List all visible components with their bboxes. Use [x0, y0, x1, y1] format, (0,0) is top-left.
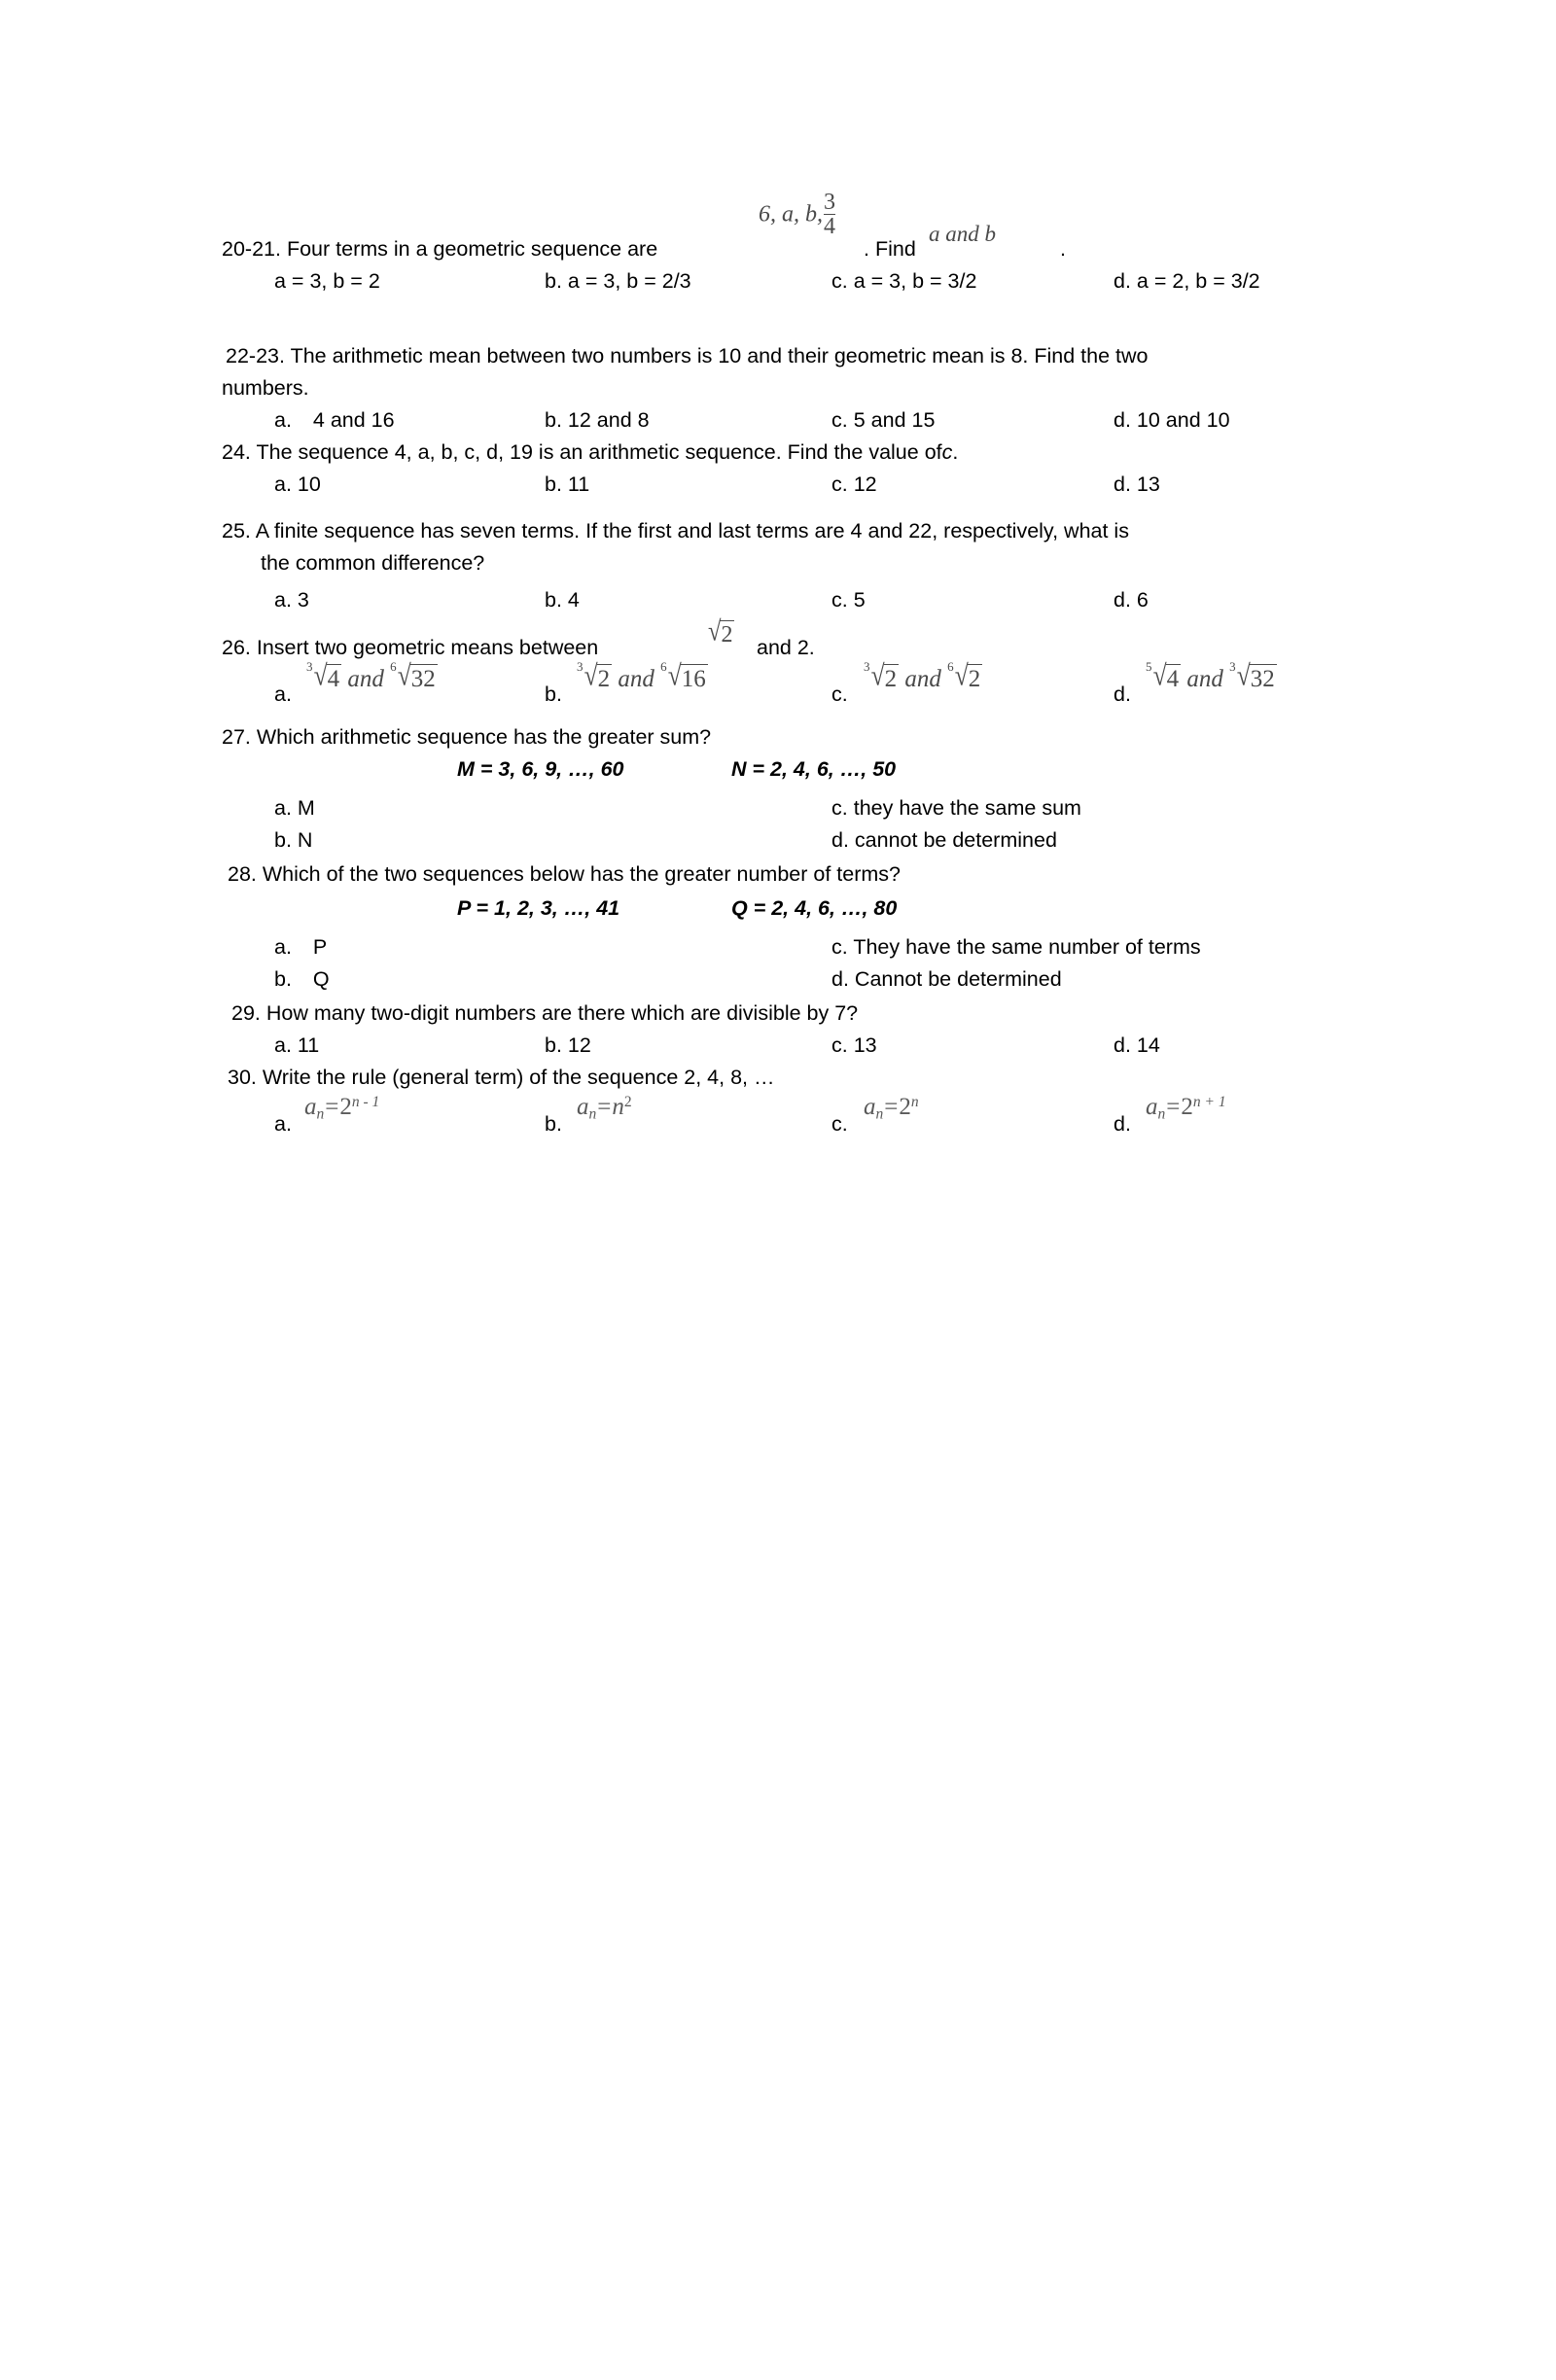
radicand: 32 [1250, 666, 1275, 692]
radical-1 [577, 658, 612, 693]
formula-variable: a [304, 1094, 317, 1121]
question-28-sequence-p [457, 892, 619, 925]
formula-base: 2 [899, 1094, 911, 1121]
question-20-21-option-c[interactable] [831, 265, 976, 298]
question-24-option-d[interactable] [1114, 469, 1160, 501]
radical-sign: √ [1236, 658, 1251, 692]
question-26-option-b-math [577, 658, 708, 693]
option-text: 12 [853, 472, 877, 496]
question-30-stem [228, 1062, 775, 1094]
option-text: P [312, 935, 328, 959]
radical-sign: √ [667, 658, 682, 692]
radical-index: 3 [577, 659, 584, 675]
radical-joiner: and [1186, 666, 1223, 692]
option-text: 6 [1136, 588, 1149, 612]
question-24-option-a[interactable] [274, 469, 321, 501]
option-text: cannot be determined [854, 828, 1057, 852]
question-26-text: Insert two geometric means between [256, 636, 599, 659]
question-29-option-a[interactable] [274, 1030, 319, 1062]
option-letter: b. [545, 1033, 562, 1057]
option-letter: a. [274, 796, 292, 820]
radicand: 2 [597, 666, 611, 692]
question-22-23-option-b[interactable] [545, 404, 650, 437]
question-26-text-after: and 2. [757, 636, 815, 659]
question-25-text-line2: the common difference? [261, 551, 485, 575]
question-29-text: How many two-digit numbers are there which are divisible by 7? [265, 1001, 859, 1025]
option-letter: b. [545, 472, 562, 496]
radicand: 4 [1166, 666, 1180, 692]
formula-subscript: n [1157, 1105, 1166, 1123]
option-text: 4 and 16 [312, 408, 395, 432]
question-22-23-stem-line2 [222, 372, 309, 404]
question-28-text: Which of the two sequences below has the greater number of terms? [262, 862, 901, 886]
fraction-denominator: 4 [824, 214, 835, 240]
question-20-21-option-b[interactable] [545, 265, 691, 298]
option-letter: a. [274, 408, 292, 432]
question-22-23-stem-line1 [226, 340, 1149, 372]
question-27-text: Which arithmetic sequence has the greater sum? [256, 725, 712, 749]
formula-subscript: n [588, 1105, 597, 1123]
formula-equals: = [1166, 1094, 1181, 1121]
question-22-23-number: 22-23. [226, 344, 285, 368]
option-letter: c. [831, 588, 848, 612]
question-28-sequence-q [731, 892, 897, 925]
radical-2 [660, 658, 708, 693]
question-24-stem [222, 437, 958, 469]
radical-sign: √ [954, 658, 969, 692]
question-20-21-stem-text: Four terms in a geometric sequence are [286, 237, 658, 261]
question-28-stem [228, 858, 901, 891]
question-27-stem [222, 721, 711, 753]
question-26-option-c-math [864, 658, 982, 693]
question-28-option-c[interactable] [831, 931, 1201, 963]
option-letter: a. [274, 1112, 292, 1136]
question-26-option-b[interactable] [545, 679, 562, 711]
question-20-21-option-a[interactable] [274, 265, 380, 298]
question-29-number: 29. [231, 1001, 261, 1025]
option-letter: b. [545, 269, 562, 293]
question-24-option-c[interactable] [831, 469, 877, 501]
formula-subscript: n [316, 1105, 325, 1123]
question-20-21-number: 20-21. [222, 237, 281, 261]
option-letter: a. [274, 682, 292, 706]
option-letter: c. [831, 269, 848, 293]
option-text: 14 [1136, 1033, 1160, 1057]
question-29-option-b[interactable] [545, 1030, 591, 1062]
option-text: a = 3, b = 3/2 [853, 269, 977, 293]
sequence-p-label: P = 1, 2, 3, …, 41 [457, 896, 620, 920]
formula-exponent: n - 1 [351, 1094, 380, 1110]
question-20-21-sequence-math [759, 191, 836, 240]
question-27-option-a[interactable] [274, 792, 315, 824]
question-27-sequence-m [457, 753, 624, 786]
formula-exponent: n + 1 [1192, 1094, 1226, 1110]
question-25-stem-line2 [261, 547, 484, 579]
option-letter: c. [831, 935, 848, 959]
radicand: 2 [721, 622, 733, 648]
question-25-option-b[interactable] [545, 584, 580, 616]
option-text: 12 and 8 [567, 408, 650, 432]
question-26-number: 26. [222, 636, 251, 659]
radical-sign: √ [1152, 658, 1167, 692]
sequence-m-label: M = 3, 6, 9, …, 60 [457, 757, 624, 781]
question-30-option-a[interactable] [274, 1108, 292, 1140]
question-30-option-b[interactable] [545, 1108, 562, 1140]
radical-1 [306, 658, 341, 693]
radical-joiner: and [904, 666, 941, 692]
radical-index: 5 [1146, 659, 1152, 675]
question-24-variable: c [941, 440, 953, 464]
option-text: They have the same number of terms [853, 935, 1201, 959]
option-text: a = 3, b = 2/3 [567, 269, 691, 293]
question-26-option-a-math [306, 658, 438, 693]
formula-base: 2 [1181, 1094, 1193, 1121]
question-27-sequence-n [731, 753, 896, 786]
option-letter: c. [831, 796, 848, 820]
option-text: 10 and 10 [1136, 408, 1230, 432]
fraction-numerator: 3 [824, 190, 835, 215]
option-letter: d. [1114, 408, 1131, 432]
question-29-stem [231, 998, 858, 1030]
sequence-prefix: 6, a, b, [759, 201, 823, 228]
formula-exponent: n [910, 1094, 919, 1110]
option-letter: d. [1114, 472, 1131, 496]
option-letter: b. [274, 828, 292, 852]
question-22-23-option-a[interactable] [274, 404, 395, 437]
question-28-option-a[interactable] [274, 931, 327, 963]
option-text: 11 [297, 1033, 320, 1057]
find-label: . Find [864, 237, 916, 261]
question-28-option-d[interactable] [831, 963, 1062, 996]
option-letter: b. [545, 1112, 562, 1136]
option-letter: b. [545, 588, 562, 612]
option-letter: d. [1114, 269, 1131, 293]
question-25-option-c[interactable] [831, 584, 866, 616]
option-text: Cannot be determined [854, 967, 1062, 991]
option-text: they have the same sum [853, 796, 1081, 820]
radical-sign: √ [870, 658, 885, 692]
sequence-n-label: N = 2, 4, 6, …, 50 [731, 757, 897, 781]
question-29-option-d[interactable] [1114, 1030, 1160, 1062]
question-24-text: The sequence 4, a, b, c, d, 19 is an arithmetic sequence. Find the value of [256, 440, 942, 464]
question-22-23-option-c[interactable] [831, 404, 935, 437]
question-26-option-c[interactable] [831, 679, 848, 711]
question-28-option-b[interactable] [274, 963, 330, 996]
question-24-option-b[interactable] [545, 469, 589, 501]
option-letter: d. [1114, 682, 1131, 706]
option-letter: c. [831, 1112, 848, 1136]
option-text: 3 [297, 588, 309, 612]
option-letter: d. [1114, 588, 1131, 612]
option-letter: a. [274, 935, 292, 959]
question-22-23-text-line1: The arithmetic mean between two numbers is 10 and their geometric mean is 8. Find the two [290, 344, 1149, 368]
question-25-option-a[interactable] [274, 584, 309, 616]
radical-sqrt-2 [708, 615, 734, 648]
question-22-23-option-d[interactable] [1114, 404, 1230, 437]
formula-variable: a [864, 1094, 876, 1121]
radical-2 [947, 658, 982, 693]
option-letter: a. [274, 588, 292, 612]
formula-exponent: 2 [623, 1094, 632, 1110]
radical-2 [1229, 658, 1277, 693]
radical-index: 6 [947, 659, 954, 675]
formula-base: 2 [339, 1094, 352, 1121]
radicand: 32 [410, 666, 436, 692]
question-30-option-d[interactable] [1114, 1108, 1131, 1140]
question-29-option-c[interactable] [831, 1030, 877, 1062]
option-text: 10 [297, 472, 321, 496]
radical-index: 3 [864, 659, 870, 675]
formula-variable: a [1146, 1094, 1158, 1121]
option-text: M [297, 796, 315, 820]
option-letter: a. [274, 472, 292, 496]
period-text: . [1060, 237, 1066, 261]
radical-sign: √ [313, 658, 328, 692]
formula-variable: a [577, 1094, 589, 1121]
option-letter: d. [831, 828, 849, 852]
question-20-21-stem-period [1060, 233, 1066, 265]
option-text: a = 3, b = 2 [274, 269, 380, 293]
radical-index: 6 [660, 659, 667, 675]
option-letter: b. [274, 967, 292, 991]
option-text: 4 [567, 588, 580, 612]
radical-joiner: and [347, 666, 384, 692]
question-27-option-d[interactable] [831, 824, 1057, 857]
option-letter: c. [831, 408, 848, 432]
question-22-23-text-line2: numbers. [222, 376, 309, 400]
radical-sign: √ [584, 658, 598, 692]
formula-equals: = [325, 1094, 339, 1121]
question-25-option-d[interactable] [1114, 584, 1149, 616]
question-24-number: 24. [222, 440, 251, 464]
question-27-option-c[interactable] [831, 792, 1081, 824]
question-25-stem-line1 [222, 515, 1129, 547]
find-variables: a and b [929, 222, 996, 246]
question-20-21-stem [222, 233, 657, 265]
radical-sign: √ [708, 615, 722, 648]
radicand: 16 [681, 666, 706, 692]
option-text: 5 and 15 [853, 408, 936, 432]
question-25-number: 25. [222, 519, 251, 542]
option-letter: c. [831, 682, 848, 706]
question-20-21-find-math [929, 222, 996, 247]
option-text: 11 [567, 472, 590, 496]
fraction-three-fourths [824, 191, 835, 240]
radicand: 4 [327, 666, 340, 692]
question-30-option-c[interactable] [831, 1108, 848, 1140]
radical-index: 6 [390, 659, 397, 675]
option-letter: b. [545, 408, 562, 432]
question-26-stem-after [757, 632, 815, 664]
question-30-option-b-formula [577, 1094, 632, 1123]
formula-subscript: n [875, 1105, 884, 1123]
question-20-21-option-d[interactable] [1114, 265, 1260, 298]
question-30-option-c-formula [864, 1094, 919, 1123]
option-letter: a. [274, 1033, 292, 1057]
question-30-number: 30. [228, 1066, 257, 1089]
radical-joiner: and [618, 666, 654, 692]
question-25-text-line1: A finite sequence has seven terms. If the first and last terms are 4 and 22, respectively, what is [255, 519, 1129, 542]
option-letter: c. [831, 472, 848, 496]
sequence-q-label: Q = 2, 4, 6, …, 80 [731, 896, 898, 920]
question-28-number: 28. [228, 862, 257, 886]
question-24-period: . [952, 440, 959, 464]
option-text: 13 [1136, 472, 1160, 496]
question-27-number: 27. [222, 725, 251, 749]
question-20-21-stem-mid [864, 233, 916, 265]
formula-base: n [612, 1094, 624, 1121]
option-letter: d. [831, 967, 849, 991]
question-30-option-d-formula [1146, 1094, 1226, 1123]
question-26-option-d-math [1146, 658, 1277, 693]
radical-1 [864, 658, 899, 693]
question-27-option-b[interactable] [274, 824, 312, 857]
option-letter: b. [545, 682, 562, 706]
question-26-option-a[interactable] [274, 679, 292, 711]
option-text: 12 [567, 1033, 591, 1057]
radicand: 2 [884, 666, 898, 692]
radicand: 2 [968, 666, 981, 692]
option-letter: d. [1114, 1112, 1131, 1136]
formula-equals: = [884, 1094, 899, 1121]
question-26-option-d[interactable] [1114, 679, 1131, 711]
option-text: 5 [853, 588, 866, 612]
option-text: Q [312, 967, 330, 991]
radical-index: 3 [1229, 659, 1236, 675]
option-text: 13 [853, 1033, 877, 1057]
radical-sign: √ [397, 658, 411, 692]
question-30-option-a-formula [304, 1094, 379, 1123]
radical-2 [390, 658, 438, 693]
formula-equals: = [597, 1094, 612, 1121]
question-30-text: Write the rule (general term) of the sequence 2, 4, 8, … [262, 1066, 775, 1089]
question-26-radical-math [708, 615, 734, 648]
option-text: a = 2, b = 3/2 [1136, 269, 1260, 293]
radical-index: 3 [306, 659, 313, 675]
radical-1 [1146, 658, 1181, 693]
option-letter: d. [1114, 1033, 1131, 1057]
option-text: N [297, 828, 313, 852]
option-letter: c. [831, 1033, 848, 1057]
